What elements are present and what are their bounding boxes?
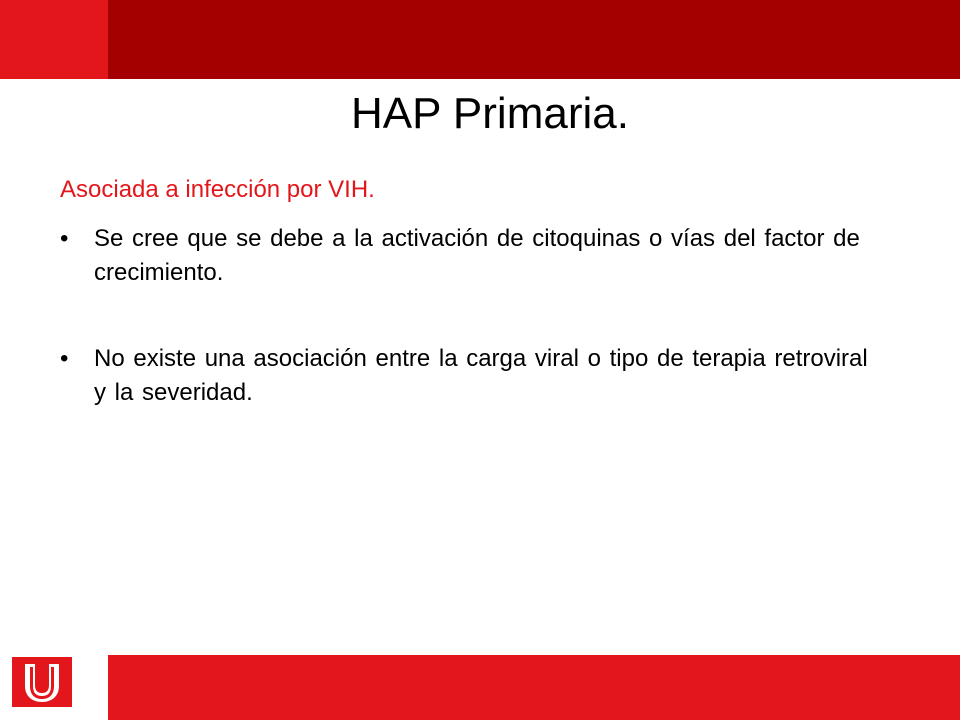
- slide-title: HAP Primaria.: [351, 89, 629, 138]
- u-logo-icon: [12, 657, 72, 707]
- bullet-text: No existe una asociación entre la carga viral o tipo de terapia retroviral y la severidad.: [94, 345, 868, 406]
- bullet-item: [60, 222, 870, 290]
- header-bar: [108, 0, 960, 79]
- header-accent-square: [0, 0, 108, 79]
- u-logo-graphic: [12, 657, 72, 707]
- bullet-marker: •: [60, 225, 69, 252]
- bullet-text: Se cree que se debe a la activación de citoquinas o vías del factor de crecimiento.: [94, 225, 860, 286]
- bullet-item: [60, 342, 870, 410]
- bullet-list: [60, 222, 870, 410]
- slide-subtitle: Asociada a infección por VIH.: [60, 176, 375, 203]
- footer-bar: [108, 655, 960, 720]
- bullet-marker: •: [60, 345, 69, 372]
